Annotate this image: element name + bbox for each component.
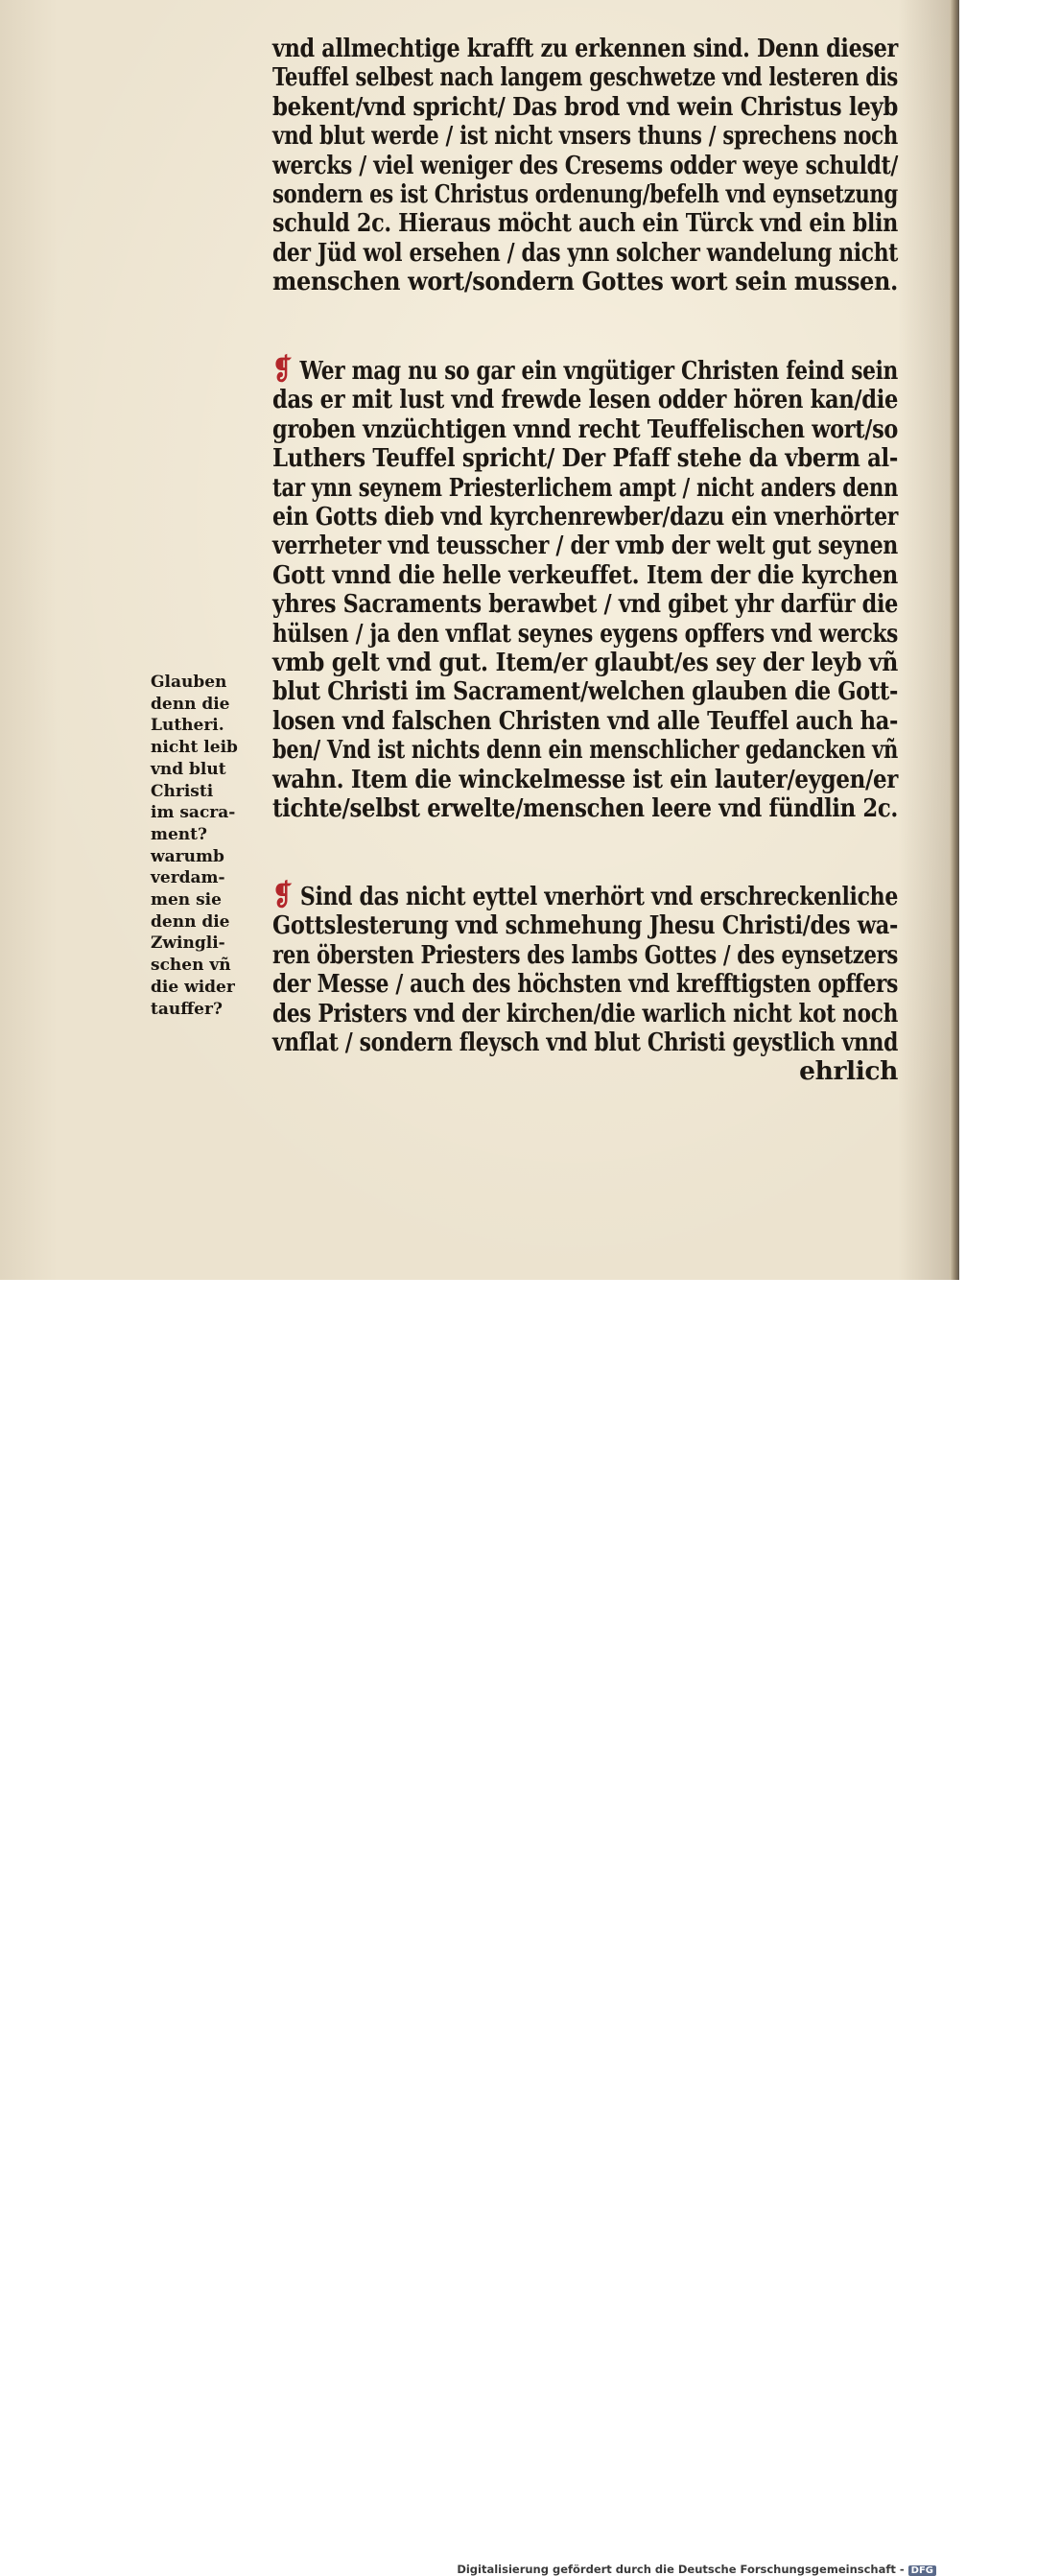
text-line: Gottslesterung vnd schmehung Jhesu Christi/des wa- (272, 910, 898, 941)
text-line: groben vnzüchtigen vnnd recht Teuffelischen wort/so (272, 414, 898, 444)
gloss-line: Christi (151, 781, 214, 801)
text-line: bekent/vnd spricht/ Das brod vnd wein Christus leyb (272, 91, 898, 122)
paragraph-mark-icon: ❡ (272, 353, 293, 387)
text-line: Luthers Teuffel spricht/ Der Pfaff stehe da vberm al- (272, 443, 898, 474)
paragraph-1 (272, 35, 898, 297)
text-line: das er mit lust vnd frewde lesen odder hören kan/die (272, 385, 898, 415)
text-line: yhres Sacraments berawbet / vnd gibet yhr darfür die (272, 589, 898, 620)
gloss-line: men sie (151, 890, 222, 910)
text-line: vmb gelt vnd gut. Item/er glaubt/es sey der leyb vñ (272, 648, 898, 678)
gloss-line: schen vñ (151, 956, 231, 976)
gloss-line: vnd blut (151, 759, 226, 779)
text-line: tar ynn seynem Priesterlichem ampt / nicht anders denn (272, 472, 898, 503)
text-line: Gott vnnd die helle verkeuffet. Item der die kyrchen (272, 559, 898, 590)
text-line: des Pristers vnd der kirchen/die warlich nicht kot noch (272, 998, 898, 1028)
text-line-first (272, 353, 898, 387)
gloss-line: Glauben (151, 673, 227, 692)
text-line: ein Gotts dieb vnd kyrchenrewber/dazu ein vnerhörter (272, 502, 898, 532)
text-line-content: Sind das nicht eyttel vnerhört vnd erschreckenliche (299, 882, 898, 911)
text-line: ben/ Vnd ist nichts denn ein menschlicher gedancken vñ (272, 735, 898, 766)
text-line: hülsen / ja den vnflat seynes eygens opffers vnd wercks (272, 618, 898, 649)
paragraph-2 (272, 353, 898, 824)
text-line: menschen wort/sondern Gottes wort sein mussen. (272, 267, 898, 297)
text-line: Teuffel selbest nach langem geschwetze vnd lesteren dis (272, 62, 898, 93)
catchword: ehrlich (799, 1056, 898, 1087)
paragraph-3 (272, 879, 898, 1087)
gloss-line: Zwingli- (151, 934, 225, 954)
text-line: sondern es ist Christus ordenung/befelh vnd eynsetzung (272, 179, 898, 210)
text-line: ren öbersten Priesters des lambs Gottes / des eynsetzers (272, 939, 898, 970)
text-line: wahn. Item die winckelmesse ist ein lauter/eygen/er (272, 764, 898, 794)
funding-credit (457, 2563, 936, 2576)
gloss-line: denn die (151, 911, 230, 932)
page-edge-shadow (950, 0, 959, 1280)
gloss-line: tauffer? (151, 999, 223, 1019)
gloss-line: nicht leib (151, 738, 238, 758)
text-line: tichte/selbst erwelte/menschen leere vnd fündlin 2c. (272, 793, 898, 824)
marginal-gloss (151, 672, 247, 1020)
text-line-content: Wer mag nu so gar ein vngütiger Christen feind sein (299, 356, 898, 386)
text-line: vnd blut werde / ist nicht vnsers thuns / sprechens noch (272, 121, 898, 152)
text-line: der Jüd wol ersehen / das ynn solcher wandelung nicht (272, 237, 898, 268)
text-line: schuld 2c. Hieraus möcht auch ein Türck vnd ein blin (272, 208, 898, 239)
gloss-line: im sacra- (151, 803, 236, 823)
gloss-line: Lutheri. (151, 716, 224, 736)
gloss-line: verdam- (151, 868, 225, 888)
text-line-first (272, 879, 898, 912)
text-line: der Messe / auch des höchsten vnd krefftigsten opffers (272, 969, 898, 1000)
text-line: vnflat / sondern fleysch vnd blut Christi geystlich vnnd (272, 1028, 898, 1058)
gloss-line: ment? (151, 824, 207, 844)
text-line: blut Christi im Sacrament/welchen glauben die Gott- (272, 676, 898, 707)
credit-text: Digitalisierung gefördert durch die Deutsche Forschungsgemeinschaft - (457, 2563, 905, 2576)
paragraph-mark-icon: ❡ (272, 879, 293, 912)
text-line: losen vnd falschen Christen vnd alle Teuffel auch ha- (272, 705, 898, 736)
text-line: verrheter vnd teusscher / der vmb der welt gut seynen (272, 531, 898, 561)
gloss-line: die wider (151, 977, 235, 997)
book-page (0, 0, 955, 1280)
credit-bar (0, 1280, 959, 2576)
gloss-line: denn die (151, 694, 230, 714)
gloss-line: warumb (151, 846, 224, 866)
dfg-logo: DFG (908, 2565, 936, 2576)
text-line: wercks / viel weniger des Cresems odder weye schuldt/ (272, 150, 898, 180)
text-line: vnd allmechtige krafft zu erkennen sind. Denn dieser (272, 34, 898, 63)
